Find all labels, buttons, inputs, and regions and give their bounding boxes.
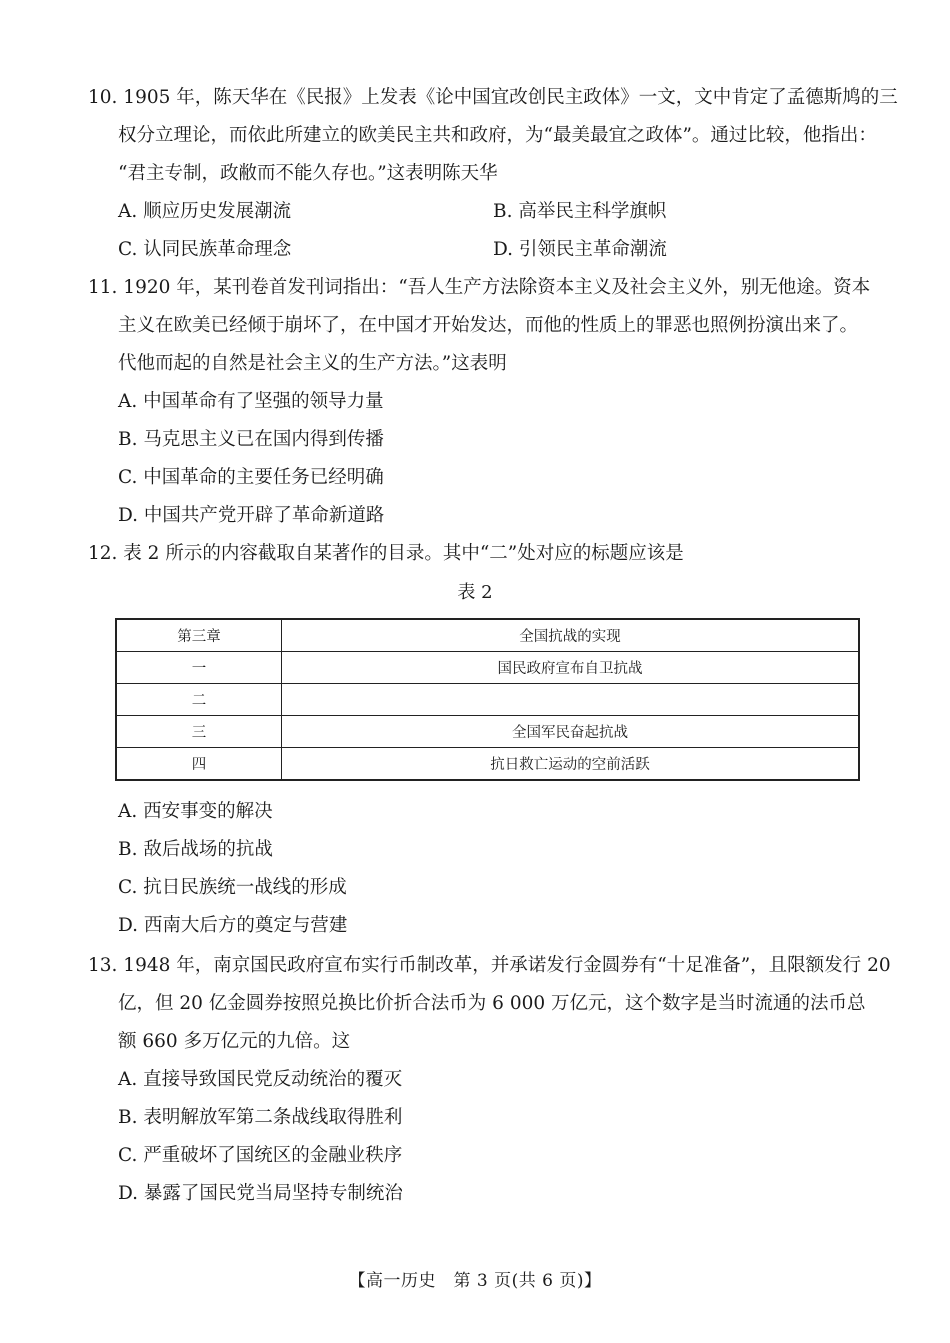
question-11-option-b[interactable]: B. 马克思主义已在国内得到传播 xyxy=(118,429,384,450)
question-11-stem-line-3: 代他而起的自然是社会主义的生产方法。”这表明 xyxy=(118,353,507,374)
question-11-stem-line-2: 主义在欧美已经倾于崩坏了，在中国才开始发达，而他的性质上的罪恶也照例扮演出来了。 xyxy=(118,315,859,336)
question-12-option-a[interactable]: A. 西安事变的解决 xyxy=(118,801,273,822)
question-11-option-c[interactable]: C. 中国革命的主要任务已经明确 xyxy=(118,467,384,488)
question-11-option-a[interactable]: A. 中国革命有了坚强的领导力量 xyxy=(118,391,384,412)
question-10-option-a[interactable]: A. 顺应历史发展潮流 xyxy=(118,201,292,222)
table-cell-section: 一 xyxy=(116,652,282,684)
table-row xyxy=(116,684,859,716)
question-11-option-d[interactable]: D. 中国共产党开辟了革命新道路 xyxy=(118,505,385,526)
question-13-option-b[interactable]: B. 表明解放军第二条战线取得胜利 xyxy=(118,1107,403,1128)
question-13-stem-line-2: 亿，但 20 亿金圆券按照兑换比价折合法币为 6 000 万亿元，这个数字是当时流通的法币总 xyxy=(118,993,866,1014)
question-10-options-row-2 xyxy=(88,231,868,269)
table-cell-title: 全国抗战的实现 xyxy=(282,619,860,652)
question-12 xyxy=(88,535,868,573)
table-cell-title: 国民政府宣布自卫抗战 xyxy=(282,652,860,684)
table-row xyxy=(116,716,859,748)
question-12-option-b[interactable]: B. 敌后战场的抗战 xyxy=(118,839,273,860)
question-10-option-b[interactable]: B. 高举民主科学旗帜 xyxy=(493,201,667,222)
question-13-stem-line-1: 13. 1948 年，南京国民政府宣布实行币制改革，并承诺发行金圆券有“十足准备”，且限额发行 20 xyxy=(88,955,891,976)
table-cell-title-blank xyxy=(282,684,860,716)
question-12-option-c[interactable]: C. 抗日民族统一战线的形成 xyxy=(118,877,347,898)
question-10-option-d[interactable]: D. 引领民主革命潮流 xyxy=(493,239,667,260)
question-10-stem-line-3: “君主专制，政敝而不能久存也。”这表明陈天华 xyxy=(118,163,498,184)
question-12-option-d[interactable]: D. 西南大后方的奠定与营建 xyxy=(118,915,348,936)
question-10-stem-line-1: 10. 1905 年，陈天华在《民报》上发表《论中国宜改创民主政体》一文，文中肯定了孟德斯鸠的三 xyxy=(88,87,898,108)
table-of-contents xyxy=(115,618,860,781)
question-13-option-a[interactable]: A. 直接导致国民党反动统治的覆灭 xyxy=(118,1069,403,1090)
question-11-stem-line-1: 11. 1920 年，某刊卷首发刊词指出：“吾人生产方法除资本主义及社会主义外，别无他途。资本 xyxy=(88,277,871,298)
question-11 xyxy=(88,269,871,535)
question-13-stem-line-3: 额 660 多万亿元的九倍。这 xyxy=(118,1031,351,1052)
question-13-option-d[interactable]: D. 暴露了国民党当局坚持专制统治 xyxy=(118,1183,403,1204)
table-row xyxy=(116,619,859,652)
table-caption: 表 2 xyxy=(457,582,493,603)
question-10-option-c[interactable]: C. 认同民族革命理念 xyxy=(118,239,292,260)
table-cell-section: 三 xyxy=(116,716,282,748)
question-10-stem-line-2: 权分立理论，而依此所建立的欧美民主共和政府，为“最美最宜之政体”。通过比较，他指出： xyxy=(118,125,877,146)
table-row xyxy=(116,652,859,684)
table-cell-section: 四 xyxy=(116,748,282,781)
question-10-options-row-1 xyxy=(88,193,868,231)
table-cell-section: 二 xyxy=(116,684,282,716)
question-13 xyxy=(88,947,891,1213)
question-12-options xyxy=(88,793,868,945)
question-10 xyxy=(88,79,898,269)
table-cell-title: 抗日救亡运动的空前活跃 xyxy=(282,748,860,781)
question-12-stem-line-1: 12. 表 2 所示的内容截取自某著作的目录。其中“二”处对应的标题应该是 xyxy=(88,543,684,564)
table-cell-title: 全国军民奋起抗战 xyxy=(282,716,860,748)
question-13-option-c[interactable]: C. 严重破坏了国统区的金融业秩序 xyxy=(118,1145,403,1166)
page-footer: 【高一历史 第 3 页(共 6 页)】 xyxy=(348,1271,602,1291)
table-row xyxy=(116,748,859,781)
table-cell-chapter: 第三章 xyxy=(116,619,282,652)
